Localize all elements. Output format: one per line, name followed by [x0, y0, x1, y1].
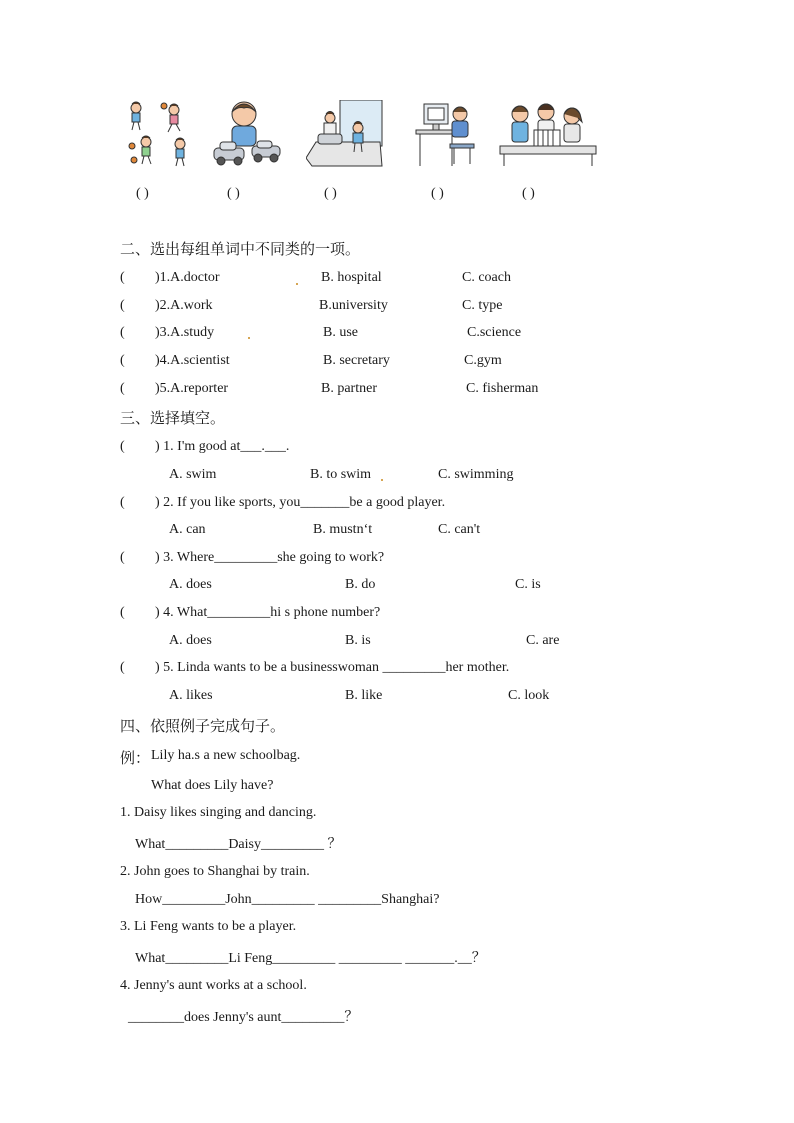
stray-dot [296, 283, 298, 285]
option-a: A. does [169, 633, 212, 648]
picture-answer-blank-1[interactable]: ( ) [136, 186, 149, 201]
row-paren: ( [120, 381, 125, 396]
row-option-c: C. type [462, 298, 503, 313]
row-paren: ( [120, 353, 125, 368]
question-text: ) 3. Where_________she going to work? [155, 550, 385, 565]
section-3-title: 三、选择填空。 [120, 409, 226, 427]
row-option-c: C. coach [462, 270, 511, 285]
boy-at-computer-icon [414, 100, 480, 170]
example-label: 例： [120, 749, 151, 767]
picture-answer-blank-5[interactable]: ( ) [522, 186, 535, 201]
question-paren: ( [120, 605, 125, 620]
section-4-title: 四、依照例子完成句子。 [120, 717, 286, 735]
picture-answer-blank-2[interactable]: ( ) [227, 186, 240, 201]
question-text: ) 1. I'm good at___.___. [155, 439, 290, 454]
kids-with-model-icon [498, 100, 598, 168]
section-2-title: 二、选出每组单词中不同类的一项。 [120, 240, 361, 258]
option-b: B. do [345, 577, 376, 592]
row-question: )1.A.doctor [155, 270, 220, 285]
question-text: ) 2. If you like sports, you_______be a good player. [155, 495, 446, 510]
stray-dot [248, 337, 250, 339]
example-question: What does Lily have? [151, 778, 274, 793]
question-paren: ( [120, 495, 125, 510]
item-answer-line[interactable]: What_________Daisy_________ ？ [135, 837, 342, 852]
row-option-b: B.university [319, 298, 388, 313]
row-paren: ( [120, 325, 125, 340]
option-b: B. to swim [310, 467, 372, 482]
item-answer-line[interactable]: ________does Jenny's aunt_________？ [128, 1010, 359, 1025]
example-sentence: Lily ha.s a new schoolbag. [151, 748, 301, 763]
option-a: A. can [169, 522, 206, 537]
option-c: C. look [508, 688, 550, 703]
row-option-c: C.gym [464, 353, 502, 368]
stray-dot [381, 479, 383, 481]
option-c: C. are [526, 633, 560, 648]
picture-answer-blank-4[interactable]: ( ) [431, 186, 444, 201]
item-sentence: 2. John goes to Shanghai by train. [120, 864, 310, 879]
question-paren: ( [120, 439, 125, 454]
row-option-c: C.science [467, 325, 522, 340]
row-question: )4.A.scientist [155, 353, 230, 368]
row-paren: ( [120, 298, 125, 313]
option-b: B. is [345, 633, 371, 648]
row-paren: ( [120, 270, 125, 285]
option-b: B. like [345, 688, 383, 703]
kids-in-room-icon [306, 100, 384, 168]
row-option-b: B. use [323, 325, 358, 340]
row-option-c: C. fisherman [466, 381, 539, 396]
item-answer-line[interactable]: How_________John_________ _________Shanghai? [135, 892, 440, 907]
kids-playing-ball-icon [124, 100, 192, 170]
item-sentence: 3. Li Feng wants to be a player. [120, 919, 297, 934]
row-question: )3.A.study [155, 325, 215, 340]
picture-answer-blank-3[interactable]: ( ) [324, 186, 337, 201]
item-answer-line[interactable]: What_________Li Feng_________ _________ _______.__？ [135, 951, 486, 966]
question-paren: ( [120, 660, 125, 675]
item-sentence: 1. Daisy likes singing and dancing. [120, 805, 317, 820]
question-paren: ( [120, 550, 125, 565]
row-question: )2.A.work [155, 298, 213, 313]
option-a: A. does [169, 577, 212, 592]
question-text: ) 5. Linda wants to be a businesswoman _________her mother. [155, 660, 510, 675]
option-a: A. likes [169, 688, 213, 703]
item-sentence: 4. Jenny's aunt works at a school. [120, 978, 307, 993]
row-question: )5.A.reporter [155, 381, 229, 396]
option-c: C. can't [438, 522, 481, 537]
row-option-b: B. partner [321, 381, 377, 396]
option-a: A. swim [169, 467, 217, 482]
option-c: C. swimming [438, 467, 514, 482]
option-b: B. mustn‘t [313, 522, 373, 537]
row-option-b: B. hospital [321, 270, 382, 285]
row-option-b: B. secretary [323, 353, 390, 368]
boy-with-toy-cars-icon [212, 98, 284, 170]
option-c: C. is [515, 577, 541, 592]
question-text: ) 4. What_________hi s phone number? [155, 605, 381, 620]
